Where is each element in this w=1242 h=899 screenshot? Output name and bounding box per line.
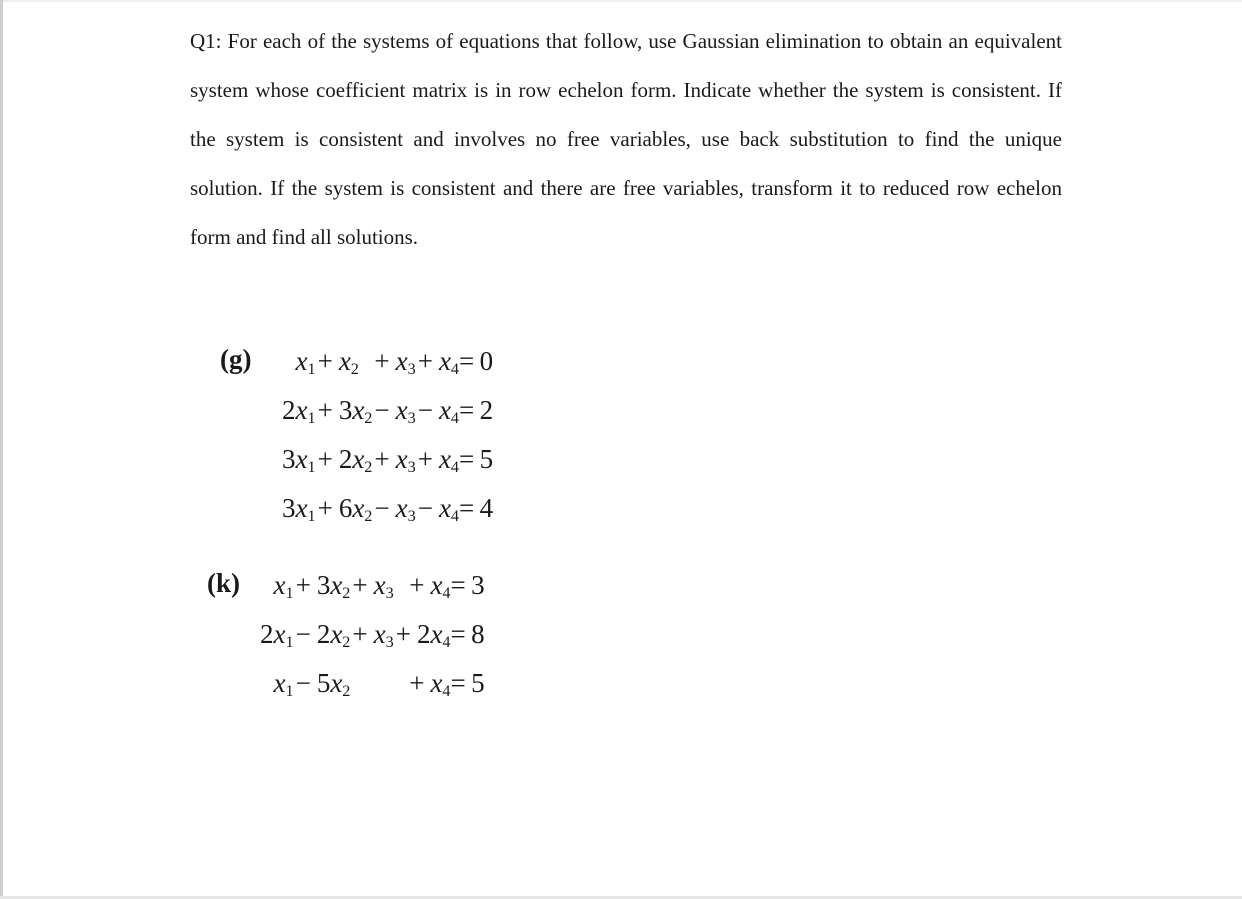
term-variable: x	[273, 570, 286, 600]
term-subscript: 4	[450, 458, 460, 477]
term-subscript: 2	[350, 360, 359, 379]
term-operator: −	[374, 493, 390, 523]
equation-row	[282, 386, 493, 435]
term-variable: x	[352, 395, 365, 425]
equation-term	[282, 435, 316, 484]
equation-term	[294, 610, 351, 659]
term-variable: x	[352, 444, 365, 474]
equation-term	[350, 610, 393, 659]
term-operator: +	[417, 444, 433, 474]
term-variable: x	[273, 619, 286, 649]
term-subscript: 2	[364, 458, 373, 477]
equals-sign: =	[450, 570, 466, 600]
term-subscript: 3	[407, 458, 416, 477]
equation-term	[282, 337, 316, 386]
rhs-value: 2	[479, 395, 494, 425]
equation-row	[282, 435, 493, 484]
term-subscript: 3	[385, 633, 394, 652]
equation-term	[260, 610, 294, 659]
term-operator: +	[295, 570, 311, 600]
equation-row	[282, 484, 493, 533]
term-subscript: 1	[307, 409, 316, 428]
equation-term	[416, 484, 459, 533]
term-subscript: 1	[285, 633, 294, 652]
term-operator: +	[352, 619, 368, 649]
term-subscript: 4	[450, 360, 460, 379]
equals-sign: =	[450, 619, 466, 649]
equation-term	[316, 484, 373, 533]
rhs-value: 5	[471, 668, 485, 698]
equation-rhs	[451, 659, 485, 708]
term-operator: +	[352, 570, 368, 600]
term-operator: +	[317, 395, 333, 425]
term-variable: x	[395, 444, 408, 474]
term-subscript: 4	[450, 507, 460, 526]
term-subscript: 1	[307, 458, 316, 477]
equation-rhs	[459, 386, 493, 435]
term-coefficient: 3	[338, 395, 353, 425]
term-coefficient: 2	[282, 395, 296, 425]
problem-tag: (g)	[220, 344, 252, 374]
term-subscript: 1	[285, 682, 294, 701]
term-subscript: 3	[407, 409, 416, 428]
term-operator: −	[417, 493, 433, 523]
term-operator: −	[295, 668, 311, 698]
term-variable: x	[295, 444, 308, 474]
equation-row	[260, 561, 485, 610]
term-subscript: 4	[450, 409, 460, 428]
equation-term	[394, 561, 451, 610]
equation-row	[260, 659, 485, 708]
equation-term	[260, 659, 294, 708]
term-coefficient: 3	[282, 444, 296, 474]
term-variable: x	[438, 346, 451, 376]
term-subscript: 4	[442, 682, 451, 701]
equation-term	[316, 386, 373, 435]
question-text: Q1: For each of the systems of equations that follow, use Gaussian elimination to obtain an equivalent system whose coefficient matrix is in row echelon form. Indicate whether the system is consistent. If the system is consistent and involves no free variables, use back substitution to find the unique solution. If the system is consistent and there are free variables, transform it to reduced row echelon form and find all solutions.	[190, 29, 1062, 249]
term-operator: −	[374, 395, 390, 425]
equation-term	[416, 435, 459, 484]
term-variable: x	[395, 493, 408, 523]
term-variable: x	[338, 346, 351, 376]
equals-sign: =	[459, 395, 475, 425]
term-operator: −	[417, 395, 433, 425]
equation-system	[260, 561, 485, 708]
equation-row	[260, 610, 485, 659]
equation-term	[350, 659, 393, 708]
term-subscript: 2	[342, 633, 351, 652]
equation-term	[316, 337, 373, 386]
equation-term	[294, 561, 351, 610]
equation-rhs	[459, 435, 493, 484]
term-coefficient: 5	[316, 668, 331, 698]
equation-term	[282, 386, 316, 435]
term-operator: +	[374, 444, 390, 474]
term-subscript: 2	[342, 584, 351, 603]
term-operator: +	[317, 444, 333, 474]
term-variable: x	[438, 493, 451, 523]
equation-term	[372, 386, 415, 435]
term-variable: x	[373, 570, 386, 600]
term-operator: +	[374, 346, 390, 376]
equation-term	[372, 337, 415, 386]
term-subscript: 3	[407, 360, 416, 379]
term-variable: x	[395, 395, 408, 425]
rhs-value: 8	[471, 619, 485, 649]
term-variable: x	[395, 346, 408, 376]
rhs-value: 0	[479, 346, 494, 376]
term-operator: +	[409, 668, 425, 698]
equation-term	[394, 610, 451, 659]
term-variable: x	[352, 493, 365, 523]
equation-rhs	[459, 337, 493, 386]
term-subscript: 3	[385, 584, 394, 603]
top-border	[0, 0, 1242, 2]
term-coefficient: 3	[282, 493, 296, 523]
term-variable: x	[295, 493, 308, 523]
equation-rhs	[451, 610, 485, 659]
term-coefficient: 2	[260, 619, 274, 649]
term-subscript: 2	[342, 682, 351, 701]
term-subscript: 1	[307, 360, 316, 379]
term-subscript: 4	[442, 584, 451, 603]
equals-sign: =	[459, 444, 475, 474]
rhs-value: 4	[479, 493, 494, 523]
term-coefficient: 2	[416, 619, 431, 649]
equation-term	[282, 484, 316, 533]
term-variable: x	[273, 668, 286, 698]
rhs-value: 3	[471, 570, 485, 600]
term-variable: x	[330, 619, 343, 649]
term-variable: x	[330, 668, 343, 698]
equals-sign: =	[450, 668, 466, 698]
term-subscript: 4	[442, 633, 451, 652]
equation-term	[316, 435, 373, 484]
equation-term	[350, 561, 393, 610]
term-subscript: 2	[364, 507, 373, 526]
term-subscript: 2	[364, 409, 373, 428]
term-variable: x	[438, 395, 451, 425]
equation-term	[416, 386, 459, 435]
equals-sign: =	[459, 493, 475, 523]
equation-term	[372, 484, 415, 533]
term-coefficient: 3	[316, 570, 331, 600]
equation-row	[282, 337, 493, 386]
term-coefficient: 6	[338, 493, 353, 523]
equation-term	[260, 561, 294, 610]
equation-system	[282, 337, 493, 533]
term-variable: x	[430, 570, 443, 600]
equals-sign: =	[459, 346, 475, 376]
problem-tag: (k)	[207, 568, 240, 598]
term-subscript: 1	[307, 507, 316, 526]
term-variable: x	[430, 619, 443, 649]
term-operator: +	[395, 619, 411, 649]
equation-term	[416, 337, 459, 386]
term-subscript: 1	[285, 584, 294, 603]
term-variable: x	[295, 395, 308, 425]
term-coefficient: 2	[338, 444, 353, 474]
equation-term	[294, 659, 351, 708]
term-operator: +	[317, 346, 333, 376]
term-variable: x	[438, 444, 451, 474]
term-variable: x	[430, 668, 443, 698]
term-variable: x	[295, 346, 308, 376]
rhs-value: 5	[479, 444, 494, 474]
term-coefficient: 2	[316, 619, 331, 649]
term-operator: +	[417, 346, 433, 376]
term-operator: +	[317, 493, 333, 523]
term-subscript: 3	[407, 507, 416, 526]
term-operator: −	[295, 619, 311, 649]
term-operator: +	[409, 570, 425, 600]
term-variable: x	[330, 570, 343, 600]
equation-rhs	[451, 561, 485, 610]
left-border	[0, 0, 3, 899]
equation-rhs	[459, 484, 493, 533]
term-variable: x	[373, 619, 386, 649]
equation-term	[394, 659, 451, 708]
equation-term	[372, 435, 415, 484]
